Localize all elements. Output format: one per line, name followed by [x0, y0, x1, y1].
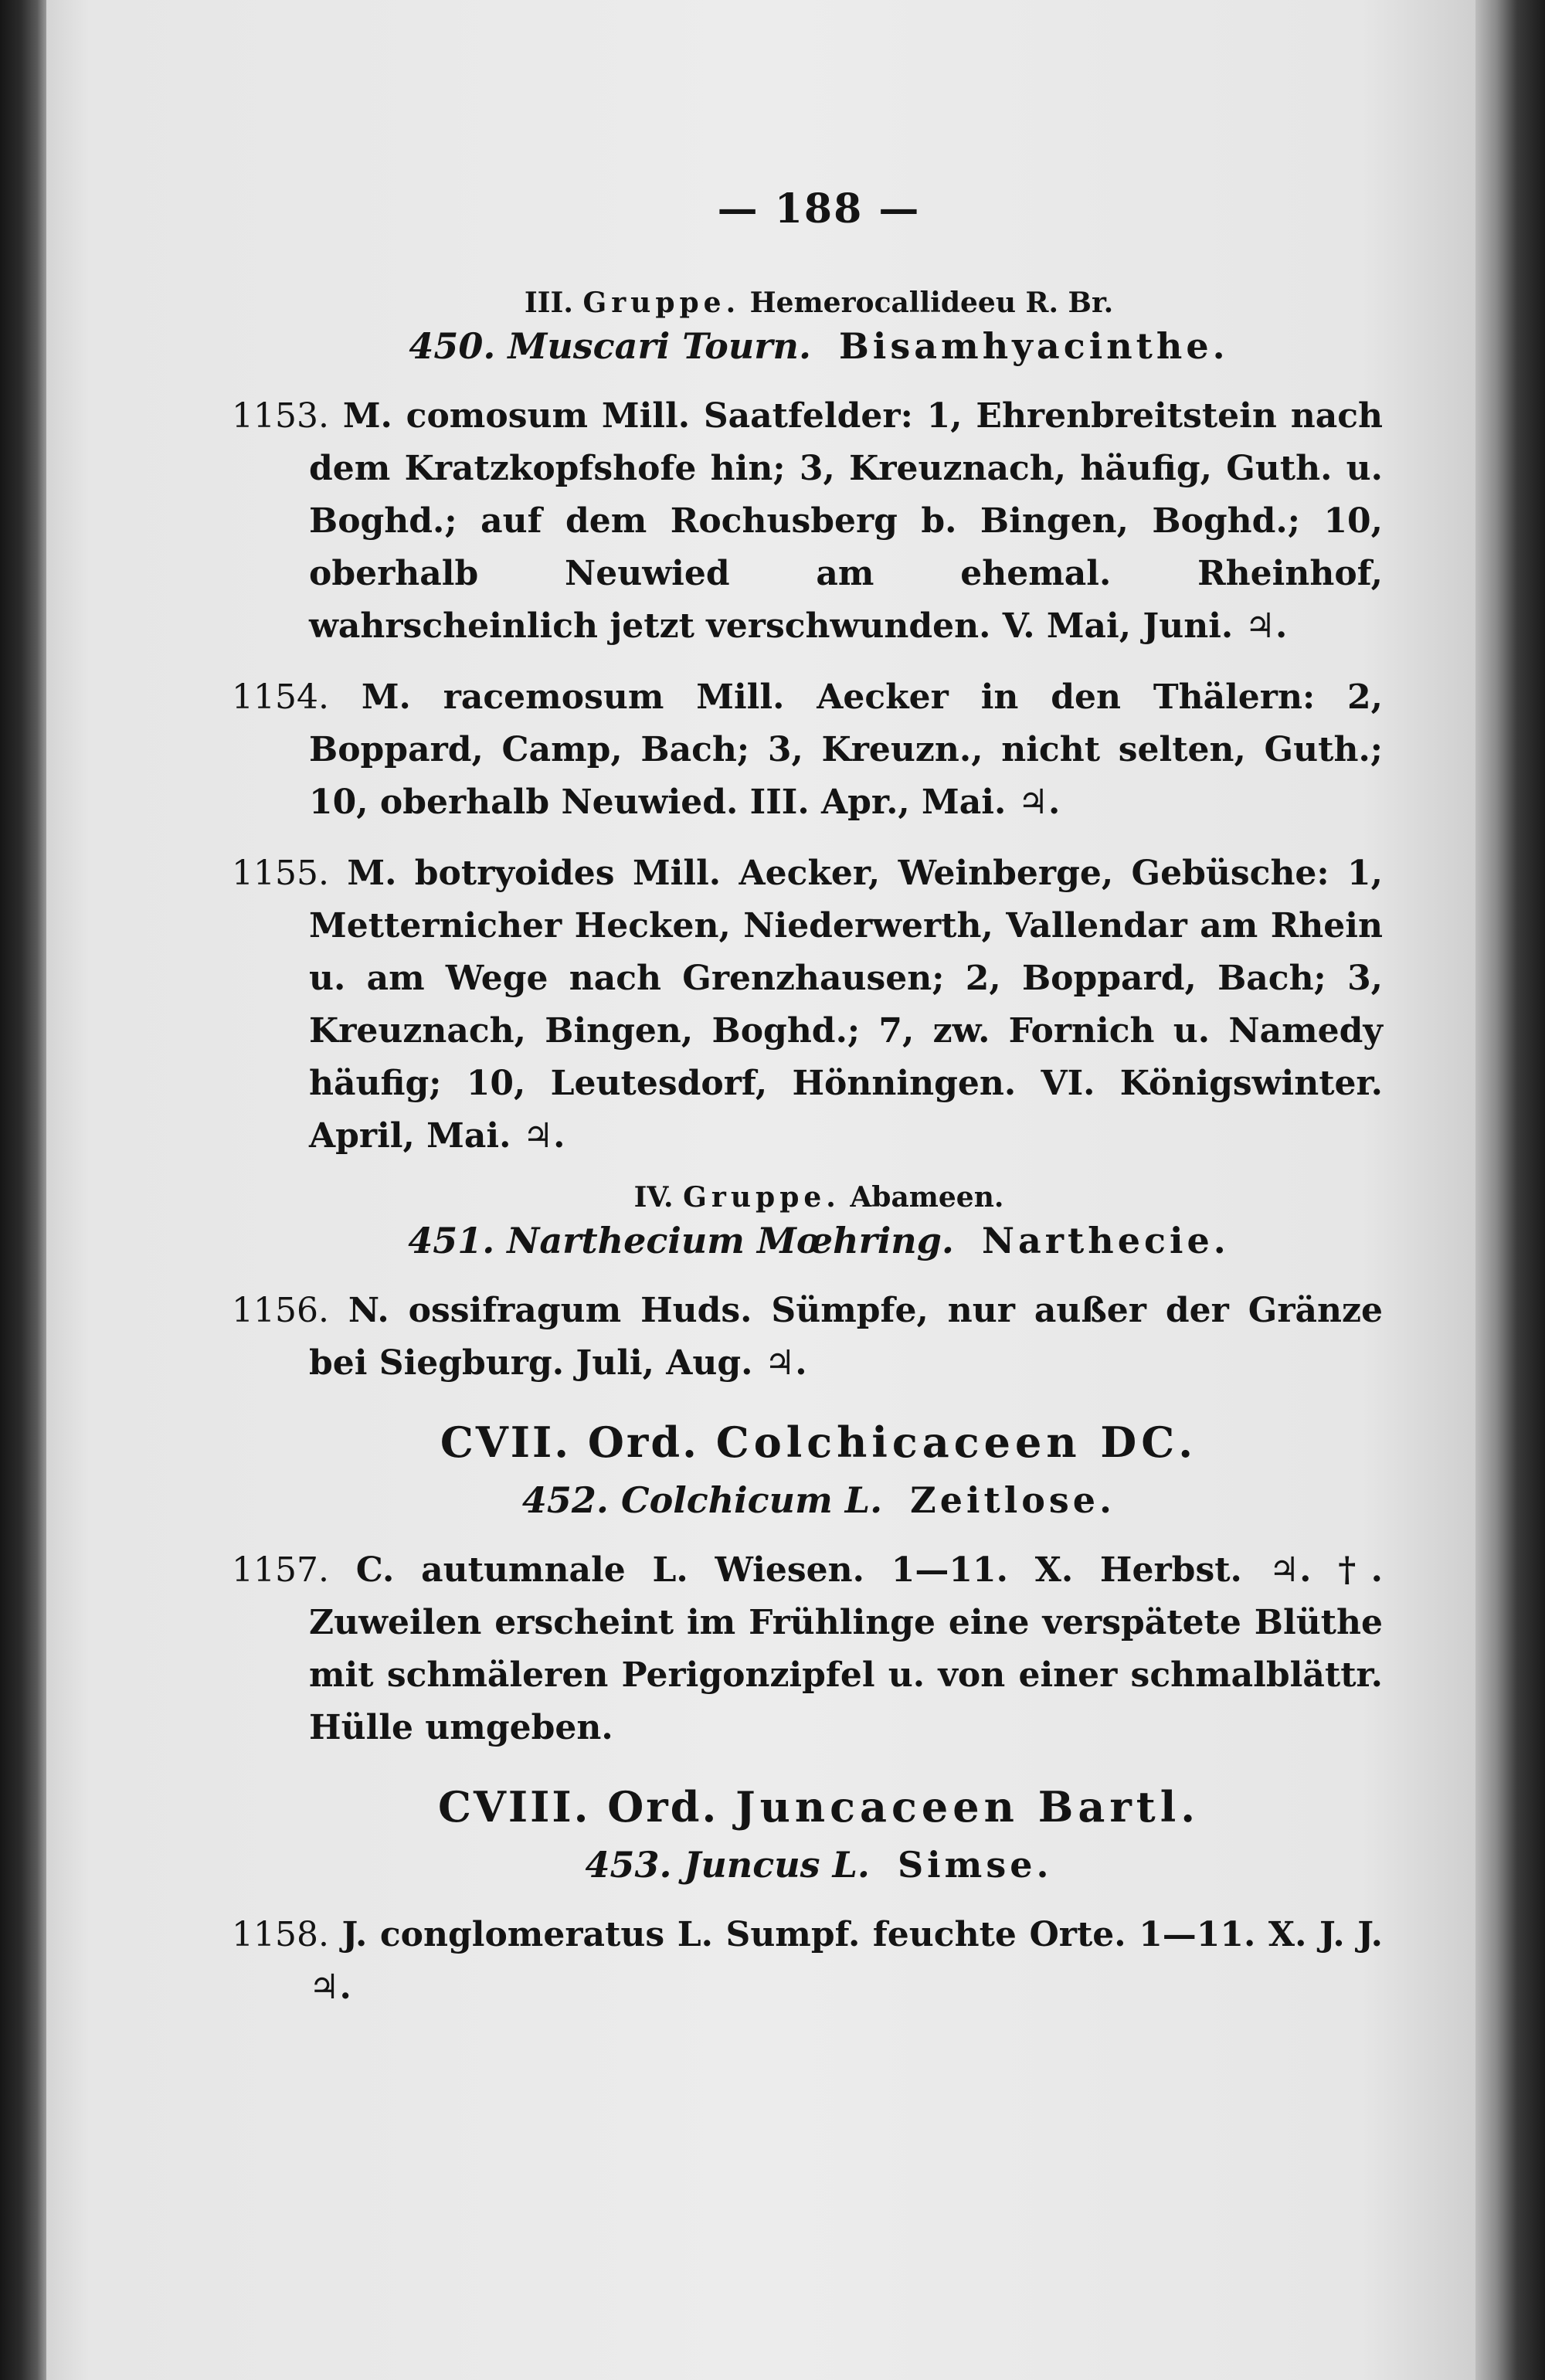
species-entry-1157: [232, 1544, 1383, 1754]
page-text: [232, 185, 1383, 2032]
entry-text: C. autumnale L. Wiesen. 1—11. X. Herbst. ♃. †. Zuweilen erscheint im Frühlinge eine verspätete Blüthe mit schmäleren Perigonzipfel u. von einer schmalblättr. Hülle umgeben.: [309, 1550, 1383, 1747]
species-entry-1156: [232, 1285, 1383, 1390]
group-label: IV.: [633, 1181, 674, 1214]
order-name: Juncaceen Bartl.: [735, 1782, 1200, 1832]
entry-text: M. botryoides Mill. Aecker, Weinberge, Gebüsche: 1, Metternicher Hecken, Niederwerth, Vallendar am Rhein u. am Wege nach Grenzhausen; 2, Boppard, Bach; 3, Kreuznach, Bingen, Boghd.; 7, zw. Fornich u. Namedy häufig; 10, Leutesdorf, Hönningen. VI. Königswinter. April, Mai. ♃.: [309, 854, 1383, 1156]
entry-number: 1153.: [232, 396, 329, 436]
species-entry-1155: [232, 847, 1383, 1163]
species-entry-1153: [232, 390, 1383, 653]
genus-german: Zeitlose.: [910, 1479, 1116, 1521]
genus-name: 451. Narthecium Mœhring.: [408, 1220, 954, 1261]
group-word: Gruppe.: [683, 1181, 840, 1214]
species-entry-1158: [232, 1909, 1383, 2014]
order-label: CVIII. Ord.: [437, 1782, 719, 1832]
entry-text: M. comosum Mill. Saatfelder: 1, Ehrenbreitstein nach dem Kratzkopfshofe hin; 3, Kreuznach, häufig, Guth. u. Boghd.; auf dem Rochusberg b. Bingen, Boghd.; 10, oberhalb Neuwied am ehemal. Rheinhof, wahrscheinlich jetzt verschwunden. V. Mai, Juni. ♃.: [309, 396, 1383, 646]
group-word: Gruppe.: [582, 287, 741, 319]
order-label: CVII. Ord.: [440, 1417, 699, 1467]
genus-heading-452: [255, 1479, 1383, 1521]
genus-german: Narthecie.: [981, 1220, 1230, 1261]
order-name: Colchicaceen DC.: [715, 1417, 1198, 1467]
entry-text: J. conglomeratus L. Sumpf. feuchte Orte. 1—11. X. J. J. ♃.: [309, 1915, 1383, 2007]
scan-gutter-shadow: [0, 0, 46, 2380]
group-heading-4: [255, 1181, 1383, 1214]
genus-name: 453. Juncus L.: [585, 1844, 870, 1886]
genus-german: Simse.: [897, 1844, 1053, 1886]
genus-name: 450. Muscari Tourn.: [409, 325, 811, 367]
genus-heading-453: [255, 1844, 1383, 1886]
entry-number: 1158.: [232, 1915, 329, 1954]
genus-heading-450: [255, 325, 1383, 367]
page-edge-shadow: [1475, 0, 1545, 2380]
entry-text: M. racemosum Mill. Aecker in den Thälern: 2, Boppard, Camp, Bach; 3, Kreuzn., nicht selten, Guth.; 10, oberhalb Neuwied. III. Apr., Mai. ♃.: [309, 677, 1383, 822]
group-name: Abameen.: [850, 1181, 1004, 1214]
group-name: Hemerocallideeu R. Br.: [749, 287, 1114, 319]
genus-german: Bisamhyacinthe.: [839, 325, 1229, 367]
entry-number: 1157.: [232, 1550, 329, 1590]
entry-text: N. ossifragum Huds. Sümpfe, nur außer der Gränze bei Siegburg. Juli, Aug. ♃.: [309, 1291, 1383, 1383]
species-entry-1154: [232, 671, 1383, 829]
genus-heading-451: [255, 1220, 1383, 1261]
entry-number: 1156.: [232, 1291, 329, 1330]
group-label: III.: [524, 287, 573, 319]
genus-name: 452. Colchicum L.: [521, 1479, 883, 1521]
entry-number: 1154.: [232, 677, 329, 717]
page-number: — 188 —: [717, 185, 921, 233]
order-heading-107: [255, 1417, 1383, 1467]
group-heading-3: [255, 287, 1383, 319]
entry-number: 1155.: [232, 854, 329, 893]
order-heading-108: [255, 1782, 1383, 1832]
